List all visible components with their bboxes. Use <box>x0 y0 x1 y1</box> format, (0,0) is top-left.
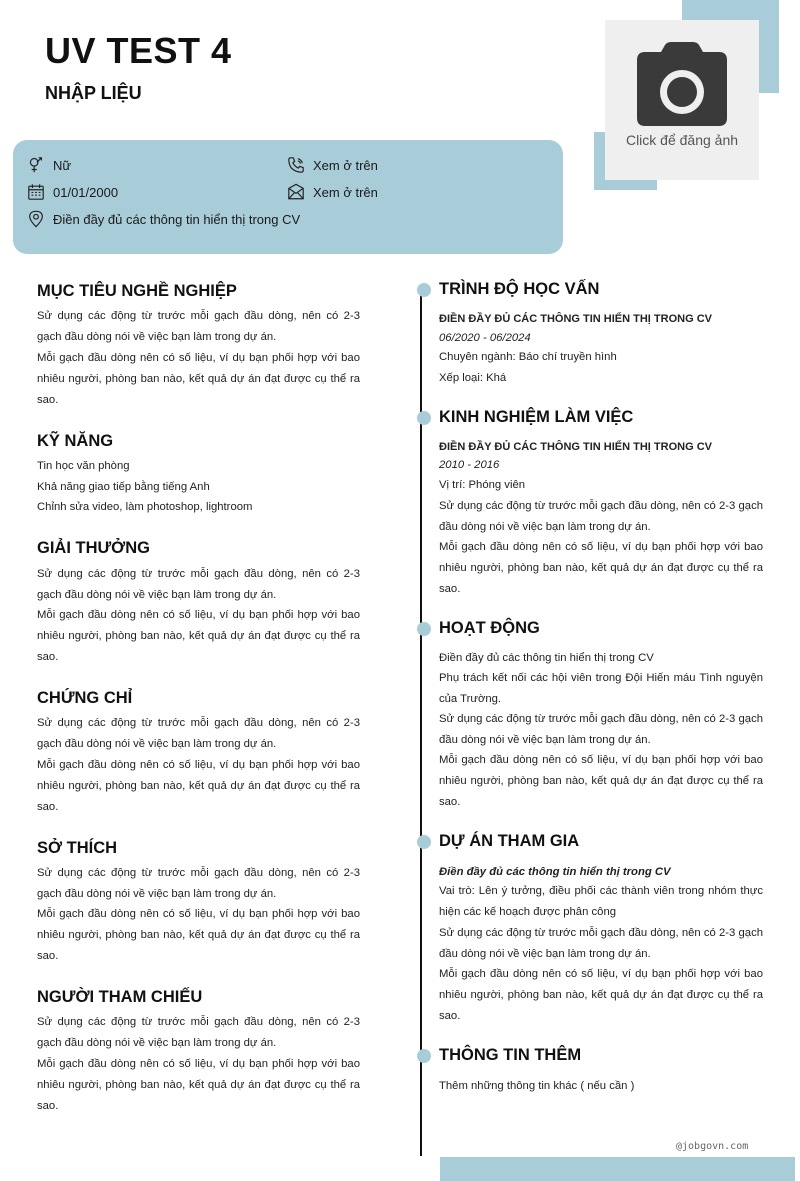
education-school[interactable]: ĐIỀN ĐẦY ĐỦ CÁC THÔNG TIN HIỂN THỊ TRONG CV <box>439 313 712 325</box>
email-icon <box>287 183 305 201</box>
contact-birthday[interactable] <box>27 183 118 201</box>
hobbies-paragraph-1[interactable]: Sử dụng các động từ trước mỗi gạch đầu dòng, nên có 2-3 gạch đầu dòng nói về việc bạn làm trong dự án. <box>37 867 360 900</box>
activities-line-2[interactable]: Phụ trách kết nối các hội viên trong Đội Hiến máu Tình nguyện của Trường. <box>439 672 763 705</box>
decor-bar-bottom <box>440 1157 795 1181</box>
contact-email[interactable] <box>287 183 378 201</box>
address-value: Điền đầy đủ các thông tin hiển thị trong CV <box>53 211 301 227</box>
timeline-dot <box>417 283 431 297</box>
skill-item[interactable]: Tin học văn phòng <box>37 460 130 472</box>
activities-paragraph-2[interactable]: Mỗi gạch đầu dòng nên có số liệu, ví dụ bạn phối hợp với bao nhiêu người, phòng ban nào, kết quả dự án đạt được cụ thể ra sao. <box>439 754 763 808</box>
camera-icon <box>635 42 729 126</box>
extra-title: THÔNG TIN THÊM <box>439 1046 582 1064</box>
project-name[interactable]: Điền đầy đủ các thông tin hiển thị trong CV <box>439 866 671 878</box>
certs-title: CHỨNG CHỈ <box>37 689 133 707</box>
objective-paragraph-2[interactable]: Mỗi gạch đầu dòng nên có số liệu, ví dụ bạn phối hợp với bao nhiêu người, phòng ban nào, kết quả dự án đạt được cụ thể ra sao. <box>37 352 360 406</box>
experience-period[interactable]: 2010 - 2016 <box>439 459 500 471</box>
awards-title: GIẢI THƯỞNG <box>37 539 151 557</box>
projects-title: DỰ ÁN THAM GIA <box>439 832 580 850</box>
hobbies-paragraph-2[interactable]: Mỗi gạch đầu dòng nên có số liệu, ví dụ bạn phối hợp với bao nhiêu người, phòng ban nào, kết quả dự án đạt được cụ thể ra sao. <box>37 908 360 962</box>
hobbies-title: SỞ THÍCH <box>37 839 118 857</box>
timeline-dot <box>417 835 431 849</box>
phone-icon <box>287 156 305 174</box>
phone-value: Xem ở trên <box>313 157 378 173</box>
contact-phone[interactable] <box>287 156 378 174</box>
references-paragraph-1[interactable]: Sử dụng các động từ trước mỗi gạch đầu dòng, nên có 2-3 gạch đầu dòng nói về việc bạn làm trong dự án. <box>37 1016 360 1049</box>
calendar-icon <box>27 183 45 201</box>
contact-gender[interactable] <box>27 156 71 174</box>
certs-paragraph-1[interactable]: Sử dụng các động từ trước mỗi gạch đầu dòng, nên có 2-3 gạch đầu dòng nói về việc bạn làm trong dự án. <box>37 717 360 750</box>
candidate-position[interactable]: NHẬP LIỆU <box>45 83 142 103</box>
activities-paragraph-1[interactable]: Sử dụng các động từ trước mỗi gạch đầu dòng, nên có 2-3 gạch đầu dòng nói về việc bạn làm trong dự án. <box>439 713 763 746</box>
photo-upload-label: Click để đăng ảnh <box>625 132 739 148</box>
contact-address[interactable] <box>27 210 300 228</box>
contact-box <box>13 140 563 254</box>
awards-paragraph-2[interactable]: Mỗi gạch đầu dòng nên có số liệu, ví dụ bạn phối hợp với bao nhiêu người, phòng ban nào, kết quả dự án đạt được cụ thể ra sao. <box>37 609 360 663</box>
experience-paragraph-2[interactable]: Mỗi gạch đầu dòng nên có số liệu, ví dụ bạn phối hợp với bao nhiêu người, phòng ban nào, kết quả dự án đạt được cụ thể ra sao. <box>439 541 763 595</box>
extra-text[interactable]: Thêm những thông tin khác ( nếu cần ) <box>439 1080 635 1092</box>
skill-item[interactable]: Khả năng giao tiếp bằng tiếng Anh <box>37 481 210 493</box>
projects-paragraph-2[interactable]: Mỗi gạch đầu dòng nên có số liệu, ví dụ bạn phối hợp với bao nhiêu người, phòng ban nào, kết quả dự án đạt được cụ thể ra sao. <box>439 968 763 1022</box>
experience-company[interactable]: ĐIỀN ĐẦY ĐỦ CÁC THÔNG TIN HIỂN THỊ TRONG CV <box>439 441 712 453</box>
photo-upload[interactable] <box>605 20 759 180</box>
email-value: Xem ở trên <box>313 184 378 200</box>
project-role[interactable]: Vai trò: Lên ý tưởng, điều phối các thành viên trong nhóm thực hiện các kế hoạch được phân công <box>439 885 763 918</box>
candidate-name[interactable]: UV TEST 4 <box>45 30 232 71</box>
activities-title: HOẠT ĐỘNG <box>439 619 540 637</box>
education-grade[interactable]: Xếp loại: Khá <box>439 372 507 384</box>
watermark: @jobgovn.com <box>676 1141 749 1152</box>
education-title: TRÌNH ĐỘ HỌC VẤN <box>439 280 600 298</box>
projects-paragraph-1[interactable]: Sử dụng các động từ trước mỗi gạch đầu dòng, nên có 2-3 gạch đầu dòng nói về việc bạn làm trong dự án. <box>439 927 763 960</box>
gender-icon <box>27 156 45 174</box>
experience-paragraph-1[interactable]: Sử dụng các động từ trước mỗi gạch đầu dòng, nên có 2-3 gạch đầu dòng nói về việc bạn làm trong dự án. <box>439 500 763 533</box>
objective-paragraph-1[interactable]: Sử dụng các động từ trước mỗi gạch đầu dòng, nên có 2-3 gạch đầu dòng nói về việc bạn làm trong dự án. <box>37 310 360 343</box>
timeline-dot <box>417 411 431 425</box>
references-title: NGƯỜI THAM CHIẾU <box>37 988 203 1006</box>
certs-paragraph-2[interactable]: Mỗi gạch đầu dòng nên có số liệu, ví dụ bạn phối hợp với bao nhiêu người, phòng ban nào, kết quả dự án đạt được cụ thể ra sao. <box>37 759 360 813</box>
experience-title: KINH NGHIỆM LÀM VIỆC <box>439 408 634 426</box>
birthday-value: 01/01/2000 <box>53 184 119 200</box>
location-pin-icon <box>27 210 45 228</box>
skills-title: KỸ NĂNG <box>37 432 114 450</box>
activities-line-1[interactable]: Điền đầy đủ các thông tin hiển thị trong CV <box>439 652 654 664</box>
experience-role[interactable]: Vị trí: Phóng viên <box>439 479 526 491</box>
education-period[interactable]: 06/2020 - 06/2024 <box>439 332 531 344</box>
skill-item[interactable]: Chỉnh sửa video, làm photoshop, lightroom <box>37 501 253 513</box>
timeline-dot <box>417 622 431 636</box>
objective-title: MỤC TIÊU NGHỀ NGHIỆP <box>37 282 237 300</box>
references-paragraph-2[interactable]: Mỗi gạch đầu dòng nên có số liệu, ví dụ bạn phối hợp với bao nhiêu người, phòng ban nào, kết quả dự án đạt được cụ thể ra sao. <box>37 1058 360 1112</box>
gender-value: Nữ <box>53 157 72 173</box>
education-major[interactable]: Chuyên ngành: Báo chí truyền hình <box>439 351 617 363</box>
awards-paragraph-1[interactable]: Sử dụng các động từ trước mỗi gạch đầu dòng, nên có 2-3 gạch đầu dòng nói về việc bạn làm trong dự án. <box>37 568 360 601</box>
timeline-dot <box>417 1049 431 1063</box>
